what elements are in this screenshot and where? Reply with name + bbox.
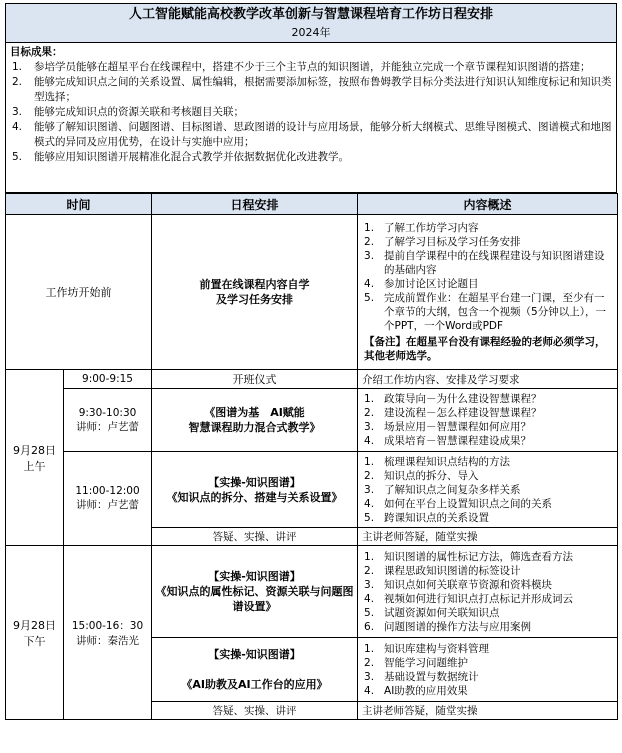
item-number: 2. [364,656,375,669]
content-text: 介绍工作坊内容、安排及学习要求 [358,370,618,389]
content-text: 主讲老师答疑，随堂实操 [358,702,618,720]
session-label: 【实操-知识图谱】 《知识点的拆分、搭建与关系设置》 [166,475,343,504]
content-cell [358,452,618,528]
list-item [364,406,613,420]
item-text: 基础设置与数据统计 [384,670,479,683]
item-number: 4. [364,435,375,447]
list-item [364,550,613,564]
item-text: 政策导向－为什么建设智慧课程？ [384,393,542,405]
item-number: 3. [364,670,375,683]
goal-text: 能够完成知识点的资源关联和考核题目关联； [34,106,244,118]
goal-text: 能够应用知识图谱开展精准化混合式教学并依据数据优化改进教学。 [34,151,349,163]
session-title: 前置在线课程内容自学 及学习任务安排 [199,278,310,306]
table-row [6,370,618,389]
schedule-page [5,3,617,720]
content-list [358,390,617,450]
item-number: 2. [364,564,375,577]
list-item [364,511,613,525]
item-text: 跨课知识点的关系设置 [384,511,490,524]
time-label: 9:30-10:30 讲师：卢艺蕾 [76,406,139,433]
list-item [364,620,613,634]
document-title: 人工智能赋能高校教学改革创新与智慧课程培育工作坊日程安排 [128,7,493,22]
item-number: 5. [364,511,375,524]
item-text: 了解学习目标及学习任务安排 [384,236,521,248]
header-schedule: 日程安排 [152,194,358,215]
list-item [364,578,613,592]
item-number: 2. [364,469,375,482]
list-item [364,684,613,698]
list-item [364,642,613,656]
header-time: 时间 [6,194,152,215]
list-item [364,249,613,277]
item-text: 智能学习问题维护 [384,656,469,669]
goal-item [10,120,612,150]
list-item [364,670,613,684]
item-text: 问题图谱的操作方法与应用案例 [384,620,532,633]
list-item [364,606,613,620]
list-item [364,392,613,406]
item-text: 课程思政知识图谱的标签设计 [384,564,521,577]
item-text: 知识图谱的属性标记方法，筛选查看方法 [384,550,574,563]
content-list [358,548,617,636]
time-label: 15:00-16：30 讲师：秦浩光 [71,619,144,647]
item-text: 知识点的拆分、导入 [384,469,479,482]
item-number: 3. [364,483,375,496]
item-text: 知识库建构与资料管理 [384,642,490,655]
item-number: 1. [364,455,375,468]
goal-text: 参培学员能够在超星平台在线课程中，搭建不少于三个主节点的知识图谱，并能独立完成一个章节课程知识图谱的搭建； [34,61,591,73]
item-text: 成果培育－智慧课程建设成果？ [384,435,532,447]
item-number: 4. [364,684,375,697]
list-item [364,564,613,578]
item-text: 完成前置作业：在超星平台建一门课，至少有一个章节的大纲，包含一个视频（5分钟以上），一个PPT，一个Word或PDF [384,292,606,332]
morning-date [6,370,64,546]
list-item [364,592,613,606]
item-number: 2. [364,407,375,419]
goal-item [10,75,612,105]
goal-number: 2. [12,76,23,88]
time-slot: 9:00-9:15 [64,370,152,389]
item-text: 视频如何进行知识点打点标记并形成词云 [384,592,574,605]
afternoon-date [6,546,64,720]
item-number: 4. [364,278,375,290]
item-text: 如何在平台上设置知识点之间的关系 [384,497,553,510]
item-number: 3. [364,421,375,433]
pre-time: 工作坊开始前 [6,215,152,370]
session-title [152,452,358,528]
header-content: 内容概述 [358,194,618,215]
time-slot [64,452,152,546]
schedule-table [5,193,618,720]
table-header-row [6,194,618,215]
session-label: 【实操-知识图谱】 《知识点的属性标记、资源关联与问题图谱设置》 [155,570,354,613]
table-row [6,215,618,370]
content-cell [358,638,618,702]
content-text: 主讲老师答疑，随堂实操 [358,528,618,546]
item-text: 参加讨论区讨论题目 [384,278,479,290]
item-text: 建设流程－怎么样建设智慧课程？ [384,407,542,419]
content-list [358,219,617,335]
goals-title: 目标成果： [10,46,63,58]
list-item [364,221,613,235]
time-slot [64,389,152,452]
list-item [364,455,613,469]
list-item [364,291,613,333]
goal-text: 能够完成知识点之间的关系设置、属性编辑，根据需要添加标签，按照布鲁姆教学目标分类法进行知识认知维度标记和知识类型选择； [34,76,612,103]
content-list [358,453,617,527]
content-cell [358,389,618,452]
goal-number: 5. [12,151,23,163]
list-item [364,235,613,249]
list-item [364,469,613,483]
item-text: 知识点如何关联章节资源和资料模块 [384,578,553,591]
session-title [152,546,358,638]
goal-item [10,150,612,165]
document-year: 2024年 [291,26,331,39]
pre-content [358,215,618,370]
item-number: 3. [364,578,375,591]
item-number: 5. [364,606,375,619]
session-label: 《图谱为基 AI赋能 智慧课程助力混合式教学》 [188,406,321,434]
session-title: 答疑、实操、讲评 [152,528,358,546]
session-title: 答疑、实操、讲评 [152,702,358,720]
goals-list [10,60,612,165]
table-row [6,546,618,638]
session-title: 开班仪式 [152,370,358,389]
item-number: 4. [364,497,375,510]
time-label: 11:00-12:00 讲师：卢艺蕾 [75,485,140,511]
session-title [152,389,358,452]
list-item [364,483,613,497]
document-header [5,3,617,43]
item-text: 了解工作坊学习内容 [384,222,479,234]
list-item [364,656,613,670]
item-number: 1. [364,393,375,405]
list-item [364,497,613,511]
goal-number: 3. [12,106,23,118]
item-number: 4. [364,592,375,605]
goal-number: 4. [12,121,23,133]
goal-item [10,60,612,75]
goal-item [10,105,612,120]
item-number: 6. [364,620,375,633]
list-item [364,434,613,448]
goals-section [5,43,617,193]
date-label: 9月28日 上午 [13,443,56,473]
item-number: 1. [364,642,375,655]
goal-number: 1. [12,61,23,73]
goal-text: 能够了解知识图谱、问题图谱、目标图谱、思政图谱的设计与应用场景，能够分析大纲模式、思维导图模式、图谱模式和地图模式的异同及应用优势，在设计与实施中应用； [34,121,612,148]
list-item [364,277,613,291]
item-text: AI助教的应用效果 [384,684,468,697]
item-text: 了解知识点之间复杂多样关系 [384,483,521,496]
item-number: 1. [364,550,375,563]
item-text: 场景应用－智慧课程如何应用？ [384,421,532,433]
pre-session [152,215,358,370]
item-number: 1. [364,222,375,234]
list-item [364,420,613,434]
table-row [6,389,618,452]
date-label: 9月28日 下午 [13,618,56,648]
content-cell [358,546,618,638]
item-text: 提前自学课程中的在线课程建设与知识图谱建设的基础内容 [384,250,605,276]
item-number: 2. [364,236,375,248]
pre-note: 【备注】在超星平台没有课程经验的老师必须学习，其他老师选学。 [364,336,606,362]
item-number: 3. [364,250,375,262]
table-row [6,452,618,528]
session-label: 【实操-知识图谱】 《AI助教及AI工作台的应用》 [181,648,328,691]
item-number: 5. [364,292,375,304]
item-text: 试题资源如何关联知识点 [384,606,500,619]
time-slot [64,546,152,720]
item-text: 梳理课程知识点结构的方法 [384,455,511,468]
session-title [152,638,358,702]
content-list [358,640,617,700]
